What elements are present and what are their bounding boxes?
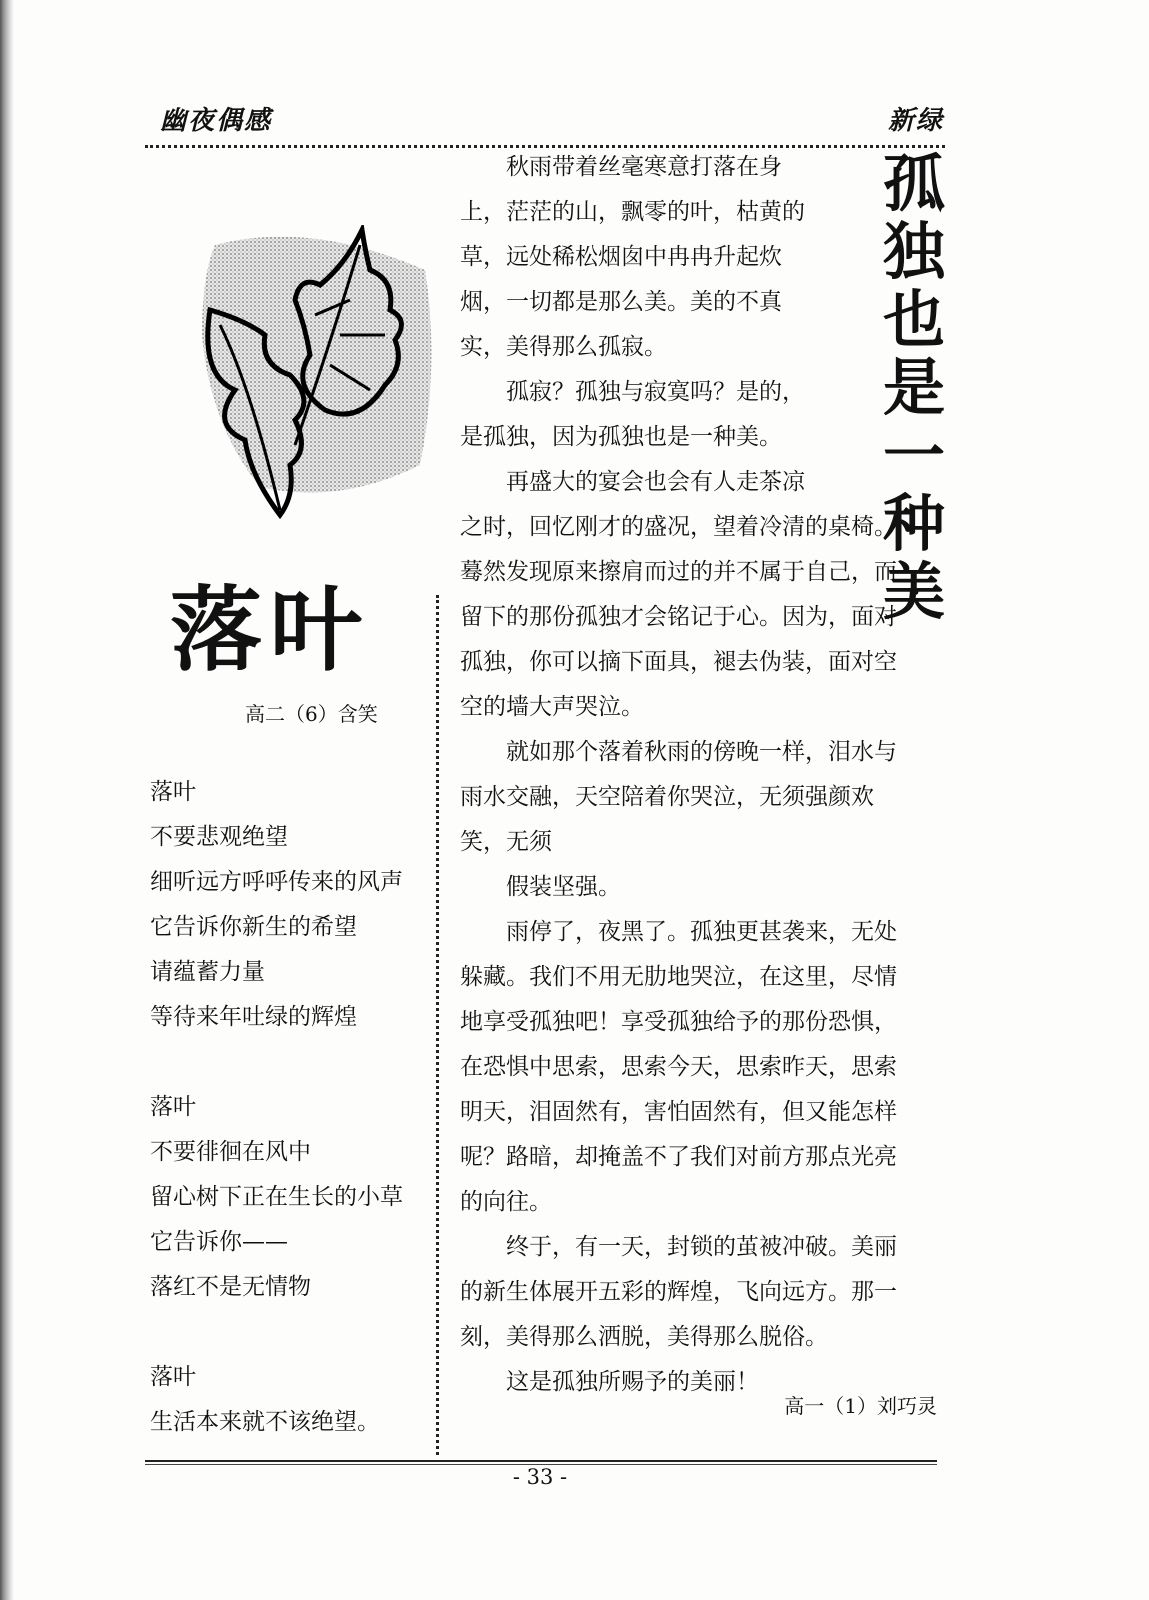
header-right: 新绿 xyxy=(888,106,945,136)
essay-line: 蓦然发现原来擦肩而过的并不属于自己，而 xyxy=(460,559,897,585)
poem-line: 落叶 xyxy=(150,1364,196,1390)
essay-title-char: 独 xyxy=(882,215,945,288)
poem-line: 请蕴蓄力量 xyxy=(150,959,265,985)
essay-title-char: 孤 xyxy=(882,147,945,220)
poem-line: 落红不是无情物 xyxy=(150,1274,311,1300)
essay-title-char: 种 xyxy=(882,487,945,560)
essay-line: 刻，美得那么洒脱，美得那么脱俗。 xyxy=(460,1324,828,1350)
essay-line: 的向往。 xyxy=(460,1189,552,1215)
poem-title: 落叶 xyxy=(170,577,371,684)
poem-line: 等待来年吐绿的辉煌 xyxy=(150,1004,357,1030)
essay-line: 孤寂？孤独与寂寞吗？是的， xyxy=(460,379,805,405)
essay-line: 就如那个落着秋雨的傍晚一样，泪水与 xyxy=(460,739,897,765)
poem-line: 细听远方呼呼传来的风声 xyxy=(150,869,403,895)
essay-line: 地享受孤独吧！享受孤独给予的那份恐惧， xyxy=(460,1009,897,1035)
essay-line: 雨停了，夜黑了。孤独更甚袭来，无处 xyxy=(460,919,897,945)
essay-line: 假装坚强。 xyxy=(460,874,621,900)
page-number: - 33 - xyxy=(512,1465,568,1489)
footer-rule xyxy=(145,1460,937,1462)
essay-line: 孤独，你可以摘下面具，褪去伪装，面对空 xyxy=(460,649,897,675)
poem-body xyxy=(150,770,403,1445)
essay-line: 呢？路暗，却掩盖不了我们对前方那点光亮 xyxy=(460,1144,897,1170)
essay-title-char: 一 xyxy=(882,419,945,492)
essay-line: 上，茫茫的山，飘零的叶，枯黄的 xyxy=(460,199,805,225)
essay-line: 在恐惧中思索，思索今天，思索昨天，思索 xyxy=(460,1054,897,1080)
essay-body xyxy=(460,145,948,1405)
essay-line: 留下的那份孤独才会铭记于心。因为，面对 xyxy=(460,604,897,630)
poem-author: 高二（6）含笑 xyxy=(245,702,378,726)
poem-line: 落叶 xyxy=(150,1094,196,1120)
essay-title-char: 是 xyxy=(882,351,945,424)
essay-line: 秋雨带着丝毫寒意打落在身 xyxy=(460,154,782,180)
scan-edge xyxy=(0,0,14,1600)
essay-line: 烟，一切都是那么美。美的不真 xyxy=(460,289,782,315)
poem-line: 落叶 xyxy=(150,779,196,805)
essay-line: 实，美得那么孤寂。 xyxy=(460,334,667,360)
essay-line: 终于，有一天，封锁的茧被冲破。美丽 xyxy=(460,1234,897,1260)
stanza-gap xyxy=(150,1040,403,1085)
essay-line: 之时，回忆刚才的盛况，望着冷清的桌椅。 xyxy=(460,514,897,540)
stanza-gap xyxy=(150,1310,403,1355)
poem-line: 它告诉你新生的希望 xyxy=(150,914,357,940)
essay-line: 雨水交融，天空陪着你哭泣，无须强颜欢 xyxy=(460,784,874,810)
essay-line: 这是孤独所赐予的美丽！ xyxy=(460,1369,759,1395)
header-left: 幽夜偶感 xyxy=(160,106,273,136)
essay-line: 再盛大的宴会也会有人走茶凉 xyxy=(460,469,805,495)
essay-line: 草，远处稀松烟囱中冉冉升起炊 xyxy=(460,244,782,270)
essay-line: 笑，无须 xyxy=(460,829,552,855)
column-divider xyxy=(436,595,439,1455)
poem-line: 不要徘徊在风中 xyxy=(150,1139,311,1165)
essay-line: 明天，泪固然有，害怕固然有，但又能怎样 xyxy=(460,1099,897,1125)
essay-title-char: 美 xyxy=(882,555,945,628)
essay-line: 的新生体展开五彩的辉煌，飞向远方。那一 xyxy=(460,1279,897,1305)
poem-line: 生活本来就不该绝望。 xyxy=(150,1409,380,1435)
poem-line: 不要悲观绝望 xyxy=(150,824,288,850)
essay-author: 高一（1）刘巧灵 xyxy=(784,1394,937,1418)
poem-line: 留心树下正在生长的小草 xyxy=(150,1184,403,1210)
essay-line: 是孤独，因为孤独也是一种美。 xyxy=(460,424,782,450)
essay-title-char: 也 xyxy=(882,283,945,356)
leaf-illustration xyxy=(190,225,435,525)
essay-line: 空的墙大声哭泣。 xyxy=(460,694,644,720)
essay-line: 躲藏。我们不用无肋地哭泣，在这里，尽情 xyxy=(460,964,897,990)
poem-line: 它告诉你—— xyxy=(150,1229,288,1255)
